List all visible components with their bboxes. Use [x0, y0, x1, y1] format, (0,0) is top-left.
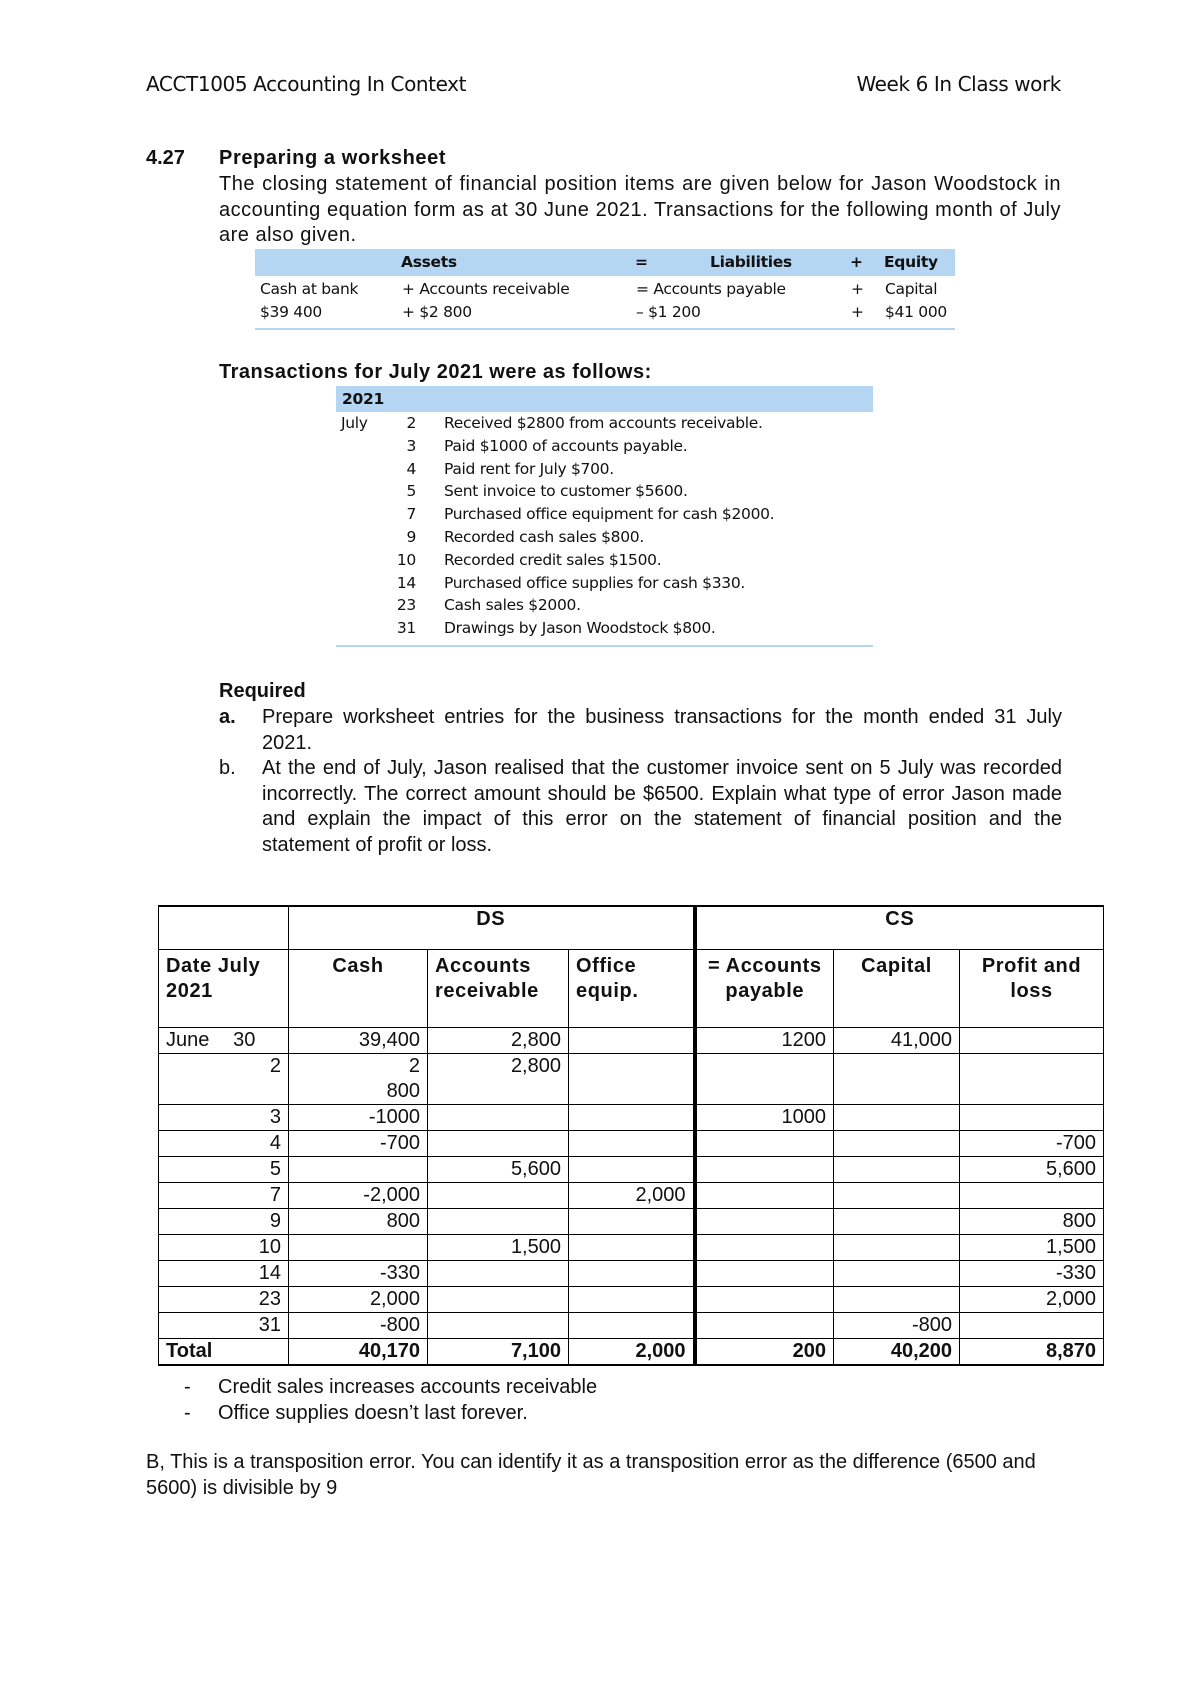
worksheet-total-office-equip: 2,000	[569, 1338, 695, 1365]
equation-capital-label: Capital	[885, 280, 938, 298]
worksheet-cell-ap	[695, 1130, 834, 1156]
worksheet-cell-day: 14	[159, 1260, 289, 1286]
equation-ar-value: + $2 800	[402, 303, 472, 321]
worksheet-opening-ar: 2,800	[428, 1027, 569, 1053]
worksheet-opening-cash: 39,400	[289, 1027, 428, 1053]
worksheet-cell-ap	[695, 1260, 834, 1286]
worksheet-row	[159, 1312, 1104, 1338]
transaction-day: 4	[406, 459, 416, 478]
worksheet-total-label: Total	[159, 1338, 289, 1365]
equation-cash-value: $39 400	[260, 303, 322, 321]
worksheet-cell-pl	[960, 1104, 1104, 1130]
worksheet-cell-capital	[834, 1182, 960, 1208]
worksheet-row	[159, 1286, 1104, 1312]
worksheet-cell-office-equip: 2,000	[569, 1182, 695, 1208]
transaction-day: 31	[396, 619, 416, 638]
worksheet-cell-day: 23	[159, 1286, 289, 1312]
worksheet-header-cash: Cash	[289, 949, 428, 1027]
transaction-row	[336, 503, 873, 526]
equation-header-plus: +	[850, 253, 863, 271]
worksheet-cell-pl: 5,600	[960, 1156, 1104, 1182]
worksheet-cell-cash: -2,000	[289, 1182, 428, 1208]
worksheet-cell-ar	[428, 1130, 569, 1156]
worksheet-cell-office-equip	[569, 1208, 695, 1234]
worksheet-group-row	[159, 906, 1104, 949]
worksheet-cell-ar: 5,600	[428, 1156, 569, 1182]
worksheet-row	[159, 1104, 1104, 1130]
transaction-row	[336, 435, 873, 458]
worksheet-cell-capital	[834, 1053, 960, 1104]
transaction-row	[336, 458, 873, 481]
worksheet-cell-ap	[695, 1156, 834, 1182]
worksheet-cell-pl	[960, 1053, 1104, 1104]
worksheet-row	[159, 1182, 1104, 1208]
worksheet-cell-capital	[834, 1208, 960, 1234]
worksheet-cell-day: 10	[159, 1234, 289, 1260]
question-number: 4.27	[146, 147, 185, 169]
equation-ap-label: = Accounts payable	[636, 280, 786, 298]
transactions-rows	[336, 412, 873, 640]
question-title: Preparing a worksheet	[219, 147, 447, 169]
transaction-row	[336, 617, 873, 640]
worksheet-total-row	[159, 1338, 1104, 1365]
worksheet-table	[158, 905, 1104, 1366]
equation-cash-label: Cash at bank	[260, 280, 359, 298]
worksheet-cell-cash	[289, 1234, 428, 1260]
worksheet-header-date: Date July 2021	[159, 949, 289, 1027]
worksheet-cell-cash: 2,000	[289, 1286, 428, 1312]
worksheet-cell-pl: 2,000	[960, 1286, 1104, 1312]
transaction-description: Purchased office equipment for cash $2000.	[444, 505, 775, 524]
transaction-day: 14	[396, 573, 416, 592]
worksheet-cell-pl: -700	[960, 1130, 1104, 1156]
equation-capital-value: $41 000	[885, 303, 947, 321]
worksheet-row	[159, 1053, 1104, 1104]
worksheet-cell-office-equip	[569, 1234, 695, 1260]
worksheet-total-pl: 8,870	[960, 1338, 1104, 1365]
worksheet-row	[159, 1260, 1104, 1286]
transaction-description: Recorded credit sales $1500.	[444, 550, 662, 569]
worksheet-total-cash: 40,170	[289, 1338, 428, 1365]
worksheet-opening-month: June	[166, 1028, 210, 1051]
worksheet-opening-capital: 41,000	[834, 1027, 960, 1053]
equation-row-values	[255, 299, 955, 322]
worksheet-cell-day: 4	[159, 1130, 289, 1156]
worksheet-header-office-equip: Office equip.	[569, 949, 695, 1027]
worksheet-cell-capital	[834, 1156, 960, 1182]
equation-header-row	[255, 249, 955, 276]
worksheet-cell-ar	[428, 1312, 569, 1338]
worksheet-cell-day: 5	[159, 1156, 289, 1182]
worksheet-group-cs: CS	[695, 906, 1104, 949]
answer-text: B, This is a transposition error. You can identify it as a transposition error as the difference (6500 and 5600) is divisible by 9	[146, 1451, 1036, 1499]
transaction-description: Purchased office supplies for cash $330.	[444, 573, 746, 592]
worksheet-header-row	[159, 949, 1104, 1027]
worksheet-opening-day: 30	[233, 1028, 256, 1051]
transactions-title: Transactions for July 2021 were as follows:	[219, 361, 652, 383]
transactions-header	[336, 386, 873, 412]
worksheet-cell-office-equip	[569, 1286, 695, 1312]
worksheet-cell-capital: -800	[834, 1312, 960, 1338]
worksheet-total-ap: 200	[695, 1338, 834, 1365]
equation-plus-1: +	[851, 280, 864, 298]
header-course-title: ACCT1005 Accounting In Context	[146, 72, 467, 96]
worksheet-cell-pl: 800	[960, 1208, 1104, 1234]
worksheet-cell-day: 2	[159, 1053, 289, 1104]
worksheet-header-ap: = Accounts payable	[695, 949, 834, 1027]
required-title: Required	[219, 680, 306, 702]
transaction-description: Drawings by Jason Woodstock $800.	[444, 619, 716, 638]
equation-header-liabilities: Liabilities	[710, 253, 792, 271]
worksheet-cell-capital	[834, 1260, 960, 1286]
worksheet-cell-pl: 1,500	[960, 1234, 1104, 1260]
worksheet-blank-cell	[159, 906, 289, 949]
worksheet-cell-ar	[428, 1260, 569, 1286]
worksheet-header-ar: Accounts receivable	[428, 949, 569, 1027]
transaction-row	[336, 412, 873, 435]
accounting-equation-table	[255, 249, 955, 330]
note-dash: -	[184, 1376, 191, 1398]
worksheet-header-pl: Profit and loss	[960, 949, 1104, 1027]
transaction-row	[336, 549, 873, 572]
worksheet-header-capital: Capital	[834, 949, 960, 1027]
worksheet-cell-ap	[695, 1208, 834, 1234]
worksheet-row	[159, 1130, 1104, 1156]
transaction-description: Received $2800 from accounts receivable.	[444, 414, 763, 432]
transaction-description: Cash sales $2000.	[444, 596, 581, 615]
equation-row-labels	[255, 276, 955, 299]
worksheet-cell-pl	[960, 1312, 1104, 1338]
worksheet-cell-cash	[289, 1156, 428, 1182]
worksheet-cell-cash: -700	[289, 1130, 428, 1156]
transaction-day: 7	[406, 505, 416, 524]
worksheet-cell-day: 31	[159, 1312, 289, 1338]
worksheet-cell-ap	[695, 1286, 834, 1312]
equation-plus-2: +	[851, 303, 864, 321]
required-b-letter: b.	[219, 757, 236, 779]
worksheet-transaction-rows	[159, 1053, 1104, 1338]
transactions-table	[336, 386, 873, 647]
required-b-text: At the end of July, Jason realised that the customer invoice sent on 5 July was recorded incorrectly. The correct amount should be $6500. Explain what type of error Jason made and explain the impact of this error on the statement of financial position and the statement of profit or loss.	[262, 757, 1062, 856]
worksheet-cell-ap	[695, 1053, 834, 1104]
worksheet-cell-ar	[428, 1104, 569, 1130]
equation-ap-value: – $1 200	[636, 303, 701, 321]
worksheet-cell-office-equip	[569, 1130, 695, 1156]
worksheet-row	[159, 1234, 1104, 1260]
worksheet-opening-row	[159, 1027, 1104, 1053]
worksheet-cell-cash: 800	[289, 1208, 428, 1234]
worksheet-cell-ap: 1000	[695, 1104, 834, 1130]
worksheet-cell-capital	[834, 1234, 960, 1260]
note-text: Office supplies doesn’t last forever.	[218, 1402, 528, 1424]
worksheet-cell-day: 3	[159, 1104, 289, 1130]
worksheet-cell-day: 9	[159, 1208, 289, 1234]
question-intro: The closing statement of financial position items are given below for Jason Woodstock in accounting equation form as at 30 June 2021. Transactions for the following month of July are also given.	[219, 173, 1061, 246]
transaction-day: 23	[396, 596, 416, 615]
worksheet-cell-day: 7	[159, 1182, 289, 1208]
transaction-day: 10	[396, 550, 416, 569]
worksheet-cell-office-equip	[569, 1260, 695, 1286]
transaction-day: 9	[406, 527, 416, 546]
required-a-letter: a.	[219, 706, 236, 728]
transaction-row	[336, 480, 873, 503]
worksheet-cell-ap	[695, 1312, 834, 1338]
worksheet-cell-cash: -330	[289, 1260, 428, 1286]
worksheet-row	[159, 1156, 1104, 1182]
worksheet-total-capital: 40,200	[834, 1338, 960, 1365]
worksheet-opening-ap: 1200	[695, 1027, 834, 1053]
worksheet-cell-pl	[960, 1182, 1104, 1208]
worksheet-opening-office-equip	[569, 1027, 695, 1053]
note-text: Credit sales increases accounts receivable	[218, 1376, 598, 1398]
worksheet-cell-cash: -800	[289, 1312, 428, 1338]
note-dash: -	[184, 1402, 191, 1424]
worksheet-cell-ar: 2,800	[428, 1053, 569, 1104]
equation-header-assets: Assets	[401, 253, 457, 271]
equation-ar-label: + Accounts receivable	[402, 280, 570, 298]
transaction-day: 3	[406, 436, 416, 455]
transaction-row	[336, 526, 873, 549]
worksheet-cell-capital	[834, 1130, 960, 1156]
transaction-description: Paid rent for July $700.	[444, 459, 614, 478]
worksheet-cell-office-equip	[569, 1053, 695, 1104]
worksheet-cell-ap	[695, 1182, 834, 1208]
worksheet-cell-office-equip	[569, 1156, 695, 1182]
worksheet-cell-pl: -330	[960, 1260, 1104, 1286]
worksheet-cell-ar: 1,500	[428, 1234, 569, 1260]
worksheet-cell-capital	[834, 1104, 960, 1130]
transaction-row	[336, 594, 873, 617]
worksheet-group-ds: DS	[289, 906, 695, 949]
equation-header-equity: Equity	[884, 253, 938, 271]
required-a-text: Prepare worksheet entries for the business transactions for the month ended 31 July 2021.	[262, 706, 1062, 754]
worksheet-cell-ar	[428, 1286, 569, 1312]
worksheet-opening-pl	[960, 1027, 1104, 1053]
worksheet-cell-capital	[834, 1286, 960, 1312]
header-week-label: Week 6 In Class work	[856, 72, 1061, 96]
transaction-day: 5	[406, 482, 416, 501]
transactions-bottom-rule	[336, 645, 873, 647]
worksheet-cell-ar	[428, 1182, 569, 1208]
worksheet-cell-office-equip	[569, 1312, 695, 1338]
worksheet-row	[159, 1208, 1104, 1234]
equation-bottom-rule	[255, 328, 955, 330]
worksheet-opening-date	[159, 1027, 289, 1053]
worksheet-cell-ar	[428, 1208, 569, 1234]
worksheet-cell-cash: -1000	[289, 1104, 428, 1130]
worksheet-total-ar: 7,100	[428, 1338, 569, 1365]
equation-header-equals: =	[635, 253, 648, 271]
transaction-row	[336, 572, 873, 595]
worksheet-cell-ap	[695, 1234, 834, 1260]
transaction-description: Recorded cash sales $800.	[444, 527, 644, 546]
worksheet-cell-office-equip	[569, 1104, 695, 1130]
transaction-month: July	[341, 414, 368, 432]
transaction-description: Sent invoice to customer $5600.	[444, 482, 688, 501]
transaction-day: 2	[406, 414, 416, 432]
worksheet-cell-cash: 2 800	[289, 1053, 428, 1104]
transactions-year: 2021	[342, 390, 384, 408]
transaction-description: Paid $1000 of accounts payable.	[444, 436, 688, 455]
